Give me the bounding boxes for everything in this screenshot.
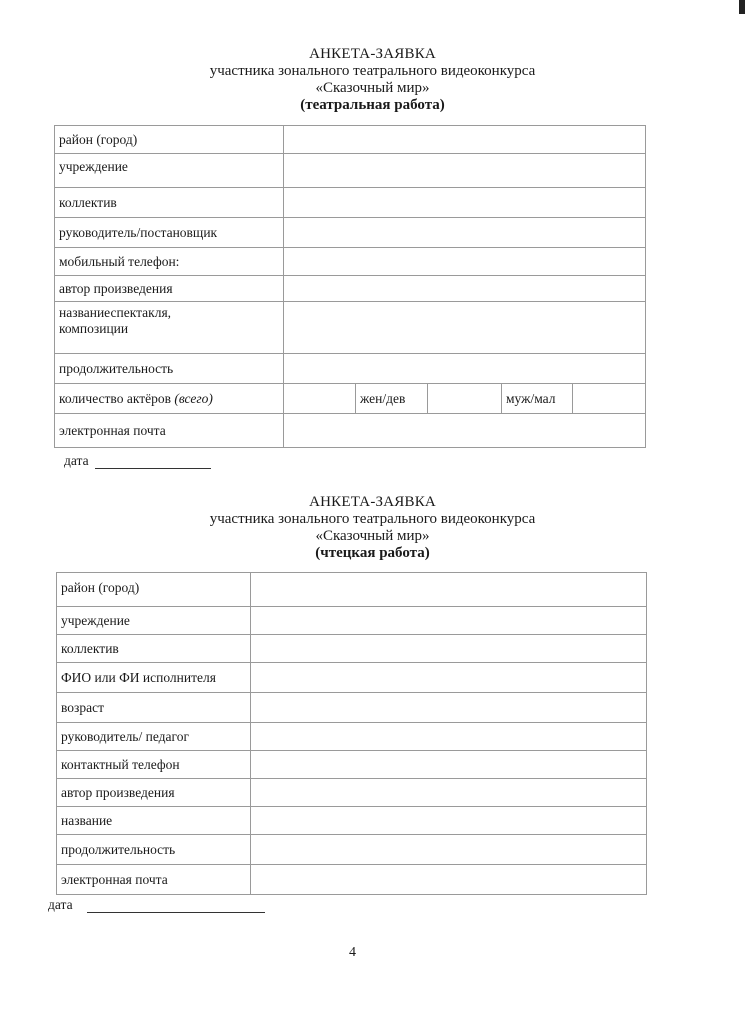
form2-label-performer: ФИО или ФИ исполнителя <box>57 663 251 693</box>
form2-row-phone <box>57 751 647 779</box>
form2-label-author: автор произведения <box>57 779 251 807</box>
form1-subtitle: участника зонального театрального видеоконкурса <box>209 63 536 79</box>
form1-work-type-close: ) <box>439 97 445 113</box>
form2-heading <box>0 494 745 562</box>
form2-field-age[interactable] <box>251 693 647 723</box>
form2-subtitle: участника зонального театрального видеоконкурса <box>209 511 536 527</box>
form1-label-director: руководитель/постановщик <box>55 218 284 248</box>
form2-label-phone: контактный телефон <box>57 751 251 779</box>
form1-label-collective: коллектив <box>55 188 284 218</box>
form1-field-male[interactable] <box>573 384 646 414</box>
form1-row-title <box>55 302 646 354</box>
form1-row-duration <box>55 354 646 384</box>
form2-label-institution: учреждение <box>57 607 251 635</box>
form1-date-label: дата <box>64 453 89 468</box>
form1-label-title-line2: композиции <box>59 321 129 336</box>
form2-row-age <box>57 693 647 723</box>
form1-label-actors <box>55 384 284 414</box>
form1-work-type <box>0 97 745 114</box>
form1-date-field[interactable] <box>95 456 211 469</box>
form1-label-female: жен/дев <box>356 384 428 414</box>
form1-label-actors-note: (всего) <box>174 390 213 406</box>
form2-field-phone[interactable] <box>251 751 647 779</box>
form2-label-teacher: руководитель/ педагог <box>57 723 251 751</box>
form2-label-title: название <box>57 807 251 835</box>
form2-work-type <box>0 545 745 562</box>
form2-row-email <box>57 865 647 895</box>
form2-row-teacher <box>57 723 647 751</box>
form1-table <box>54 125 646 448</box>
form2-field-duration[interactable] <box>251 835 647 865</box>
form2-field-district[interactable] <box>251 573 647 607</box>
form1-label-district: район (город) <box>55 126 284 154</box>
form2-field-institution[interactable] <box>251 607 647 635</box>
form2-row-title <box>57 807 647 835</box>
form1-field-email[interactable] <box>284 414 646 448</box>
form1-field-district[interactable] <box>284 126 646 154</box>
form1-work-type-open: ( <box>300 97 306 113</box>
form2-table <box>56 572 647 895</box>
form2-work-type-open: ( <box>315 545 321 561</box>
form1-field-female[interactable] <box>428 384 502 414</box>
form2-label-age: возраст <box>57 693 251 723</box>
form1-field-duration[interactable] <box>284 354 646 384</box>
form1-row-collective <box>55 188 646 218</box>
form1-date <box>64 453 211 469</box>
form1-field-title[interactable] <box>284 302 646 354</box>
form1-label-title-word2: спектакля, <box>110 305 172 320</box>
form2-row-district <box>57 573 647 607</box>
form1-row-institution <box>55 154 646 188</box>
form2-date-label: дата <box>48 897 73 912</box>
form1-field-collective[interactable] <box>284 188 646 218</box>
form2-field-performer[interactable] <box>251 663 647 693</box>
page-number: 4 <box>349 945 356 960</box>
form2-field-title[interactable] <box>251 807 647 835</box>
form1-field-author[interactable] <box>284 276 646 302</box>
scan-corner-mark <box>739 0 745 14</box>
form1-row-author <box>55 276 646 302</box>
form1-row-email <box>55 414 646 448</box>
form1-label-mobile: мобильный телефон: <box>55 248 284 276</box>
form2-label-duration: продолжительность <box>57 835 251 865</box>
form2-title: АНКЕТА-ЗАЯВКА <box>309 494 436 510</box>
form1-row-district <box>55 126 646 154</box>
form2-field-teacher[interactable] <box>251 723 647 751</box>
form1-row-director <box>55 218 646 248</box>
form1-label-actors-text: количество актёров <box>59 390 175 406</box>
form1-label-title-word1: название <box>59 305 111 320</box>
form1-field-director[interactable] <box>284 218 646 248</box>
form2-field-email[interactable] <box>251 865 647 895</box>
form1-work-type-label: театральная работа <box>305 97 440 113</box>
form2-work-type-close: ) <box>424 545 430 561</box>
form1-row-mobile <box>55 248 646 276</box>
form1-field-mobile[interactable] <box>284 248 646 276</box>
form2-label-email: электронная почта <box>57 865 251 895</box>
form2-field-collective[interactable] <box>251 635 647 663</box>
form2-date <box>48 897 265 913</box>
form1-label-institution: учреждение <box>55 154 284 188</box>
form1-label-title <box>55 302 284 354</box>
form1-row-actors <box>55 384 646 414</box>
form2-row-institution <box>57 607 647 635</box>
form2-work-type-label: чтецкая работа <box>320 545 425 561</box>
form2-row-collective <box>57 635 647 663</box>
form1-title: АНКЕТА-ЗАЯВКА <box>309 46 436 62</box>
form2-label-district: район (город) <box>57 573 251 607</box>
form1-field-institution[interactable] <box>284 154 646 188</box>
form2-row-author <box>57 779 647 807</box>
form1-label-email: электронная почта <box>55 414 284 448</box>
form2-row-performer <box>57 663 647 693</box>
form1-label-duration: продолжительность <box>55 354 284 384</box>
form1-label-author: автор произведения <box>55 276 284 302</box>
form2-row-duration <box>57 835 647 865</box>
form1-label-male: муж/мал <box>502 384 573 414</box>
form1-field-actors-total[interactable] <box>284 384 356 414</box>
form1-contest-name: «Сказочный мир» <box>315 80 430 96</box>
form2-field-author[interactable] <box>251 779 647 807</box>
form2-contest-name: «Сказочный мир» <box>315 528 430 544</box>
form2-date-field[interactable] <box>87 900 265 913</box>
form1-heading <box>0 46 745 114</box>
form2-label-collective: коллектив <box>57 635 251 663</box>
